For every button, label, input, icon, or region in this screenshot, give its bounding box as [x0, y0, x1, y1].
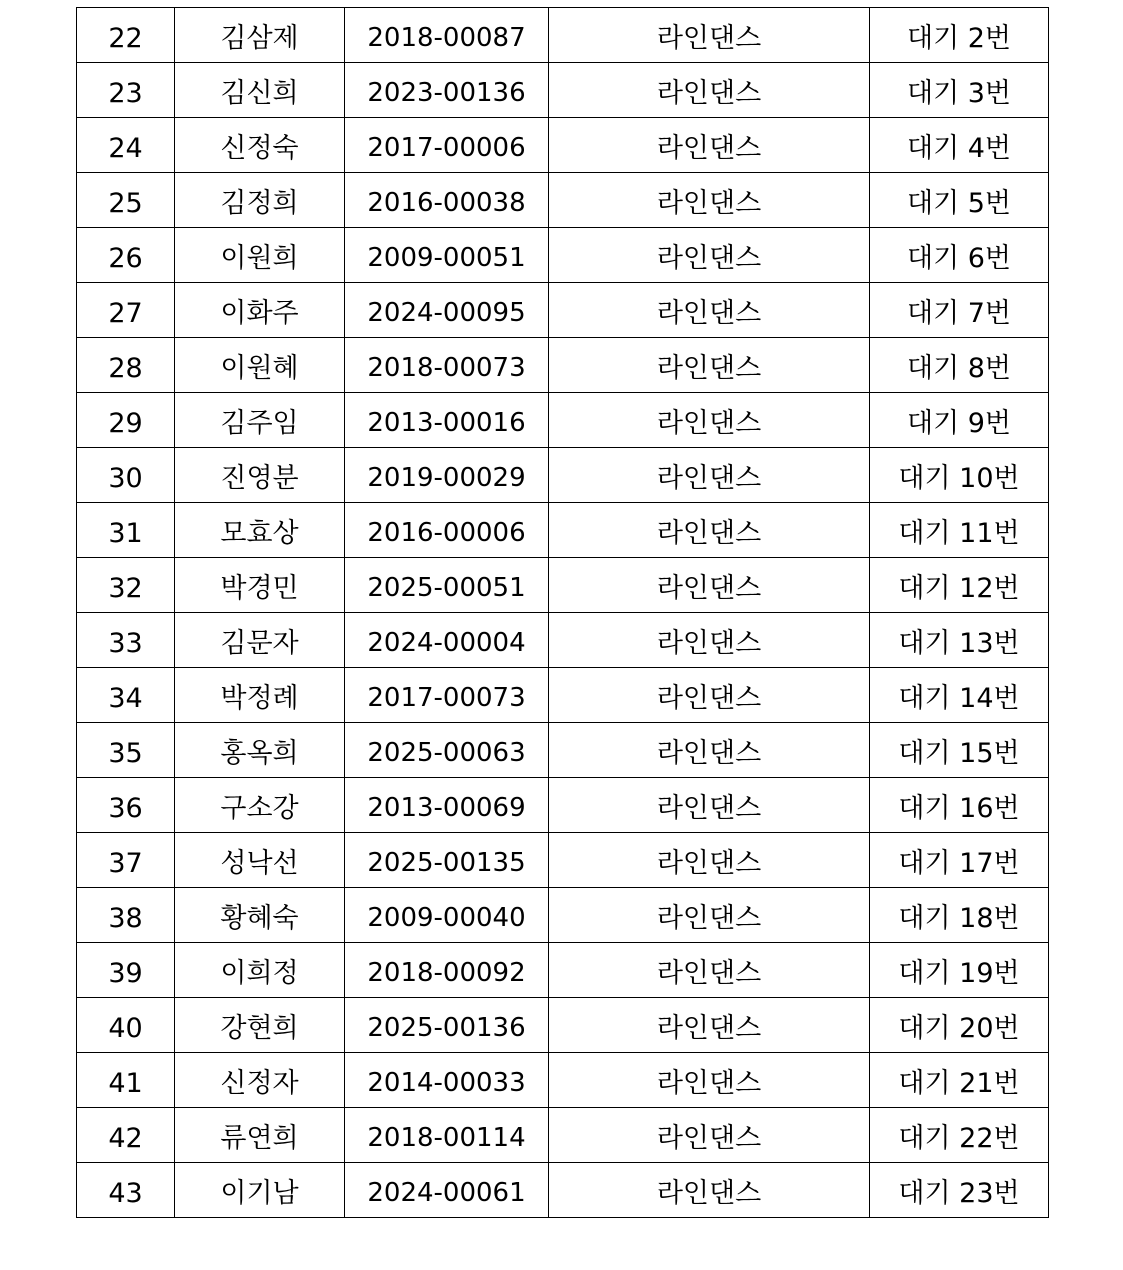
member-id-cell: 2017-00073 — [345, 668, 549, 723]
member-id-cell: 2009-00051 — [345, 228, 549, 283]
member-id-cell: 2016-00038 — [345, 173, 549, 228]
member-name-cell: 김주임 — [175, 393, 345, 448]
waitlist-status-cell: 대기 12번 — [870, 558, 1049, 613]
waitlist-status-cell: 대기 6번 — [870, 228, 1049, 283]
member-id-cell: 2018-00114 — [345, 1108, 549, 1163]
member-id-cell: 2025-00135 — [345, 833, 549, 888]
table-row — [77, 558, 1049, 613]
row-number-cell: 22 — [77, 8, 175, 63]
program-cell: 라인댄스 — [549, 8, 870, 63]
waitlist-status-cell: 대기 23번 — [870, 1163, 1049, 1218]
program-cell: 라인댄스 — [549, 338, 870, 393]
row-number-cell: 23 — [77, 63, 175, 118]
waitlist-status-cell: 대기 10번 — [870, 448, 1049, 503]
member-id-cell: 2018-00092 — [345, 943, 549, 998]
row-number-cell: 39 — [77, 943, 175, 998]
member-id-cell: 2017-00006 — [345, 118, 549, 173]
program-cell: 라인댄스 — [549, 943, 870, 998]
program-cell: 라인댄스 — [549, 778, 870, 833]
member-name-cell: 신정숙 — [175, 118, 345, 173]
program-cell: 라인댄스 — [549, 668, 870, 723]
member-name-cell: 박경민 — [175, 558, 345, 613]
table-row — [77, 1108, 1049, 1163]
member-id-cell: 2018-00073 — [345, 338, 549, 393]
member-name-cell: 진영분 — [175, 448, 345, 503]
member-name-cell: 김삼제 — [175, 8, 345, 63]
row-number-cell: 36 — [77, 778, 175, 833]
table-row — [77, 668, 1049, 723]
member-name-cell: 김정희 — [175, 173, 345, 228]
program-cell: 라인댄스 — [549, 1053, 870, 1108]
waitlist-status-cell: 대기 20번 — [870, 998, 1049, 1053]
table-row — [77, 173, 1049, 228]
member-name-cell: 모효상 — [175, 503, 345, 558]
row-number-cell: 42 — [77, 1108, 175, 1163]
row-number-cell: 28 — [77, 338, 175, 393]
member-name-cell: 김문자 — [175, 613, 345, 668]
row-number-cell: 27 — [77, 283, 175, 338]
row-number-cell: 25 — [77, 173, 175, 228]
waitlist-status-cell: 대기 5번 — [870, 173, 1049, 228]
table-row — [77, 888, 1049, 943]
program-cell: 라인댄스 — [549, 173, 870, 228]
member-id-cell: 2016-00006 — [345, 503, 549, 558]
row-number-cell: 32 — [77, 558, 175, 613]
waitlist-status-cell: 대기 16번 — [870, 778, 1049, 833]
program-cell: 라인댄스 — [549, 833, 870, 888]
row-number-cell: 34 — [77, 668, 175, 723]
waitlist-status-cell: 대기 3번 — [870, 63, 1049, 118]
member-name-cell: 황혜숙 — [175, 888, 345, 943]
member-name-cell: 이원혜 — [175, 338, 345, 393]
waitlist-table — [76, 7, 1049, 1218]
member-id-cell: 2014-00033 — [345, 1053, 549, 1108]
program-cell: 라인댄스 — [549, 448, 870, 503]
member-name-cell: 구소강 — [175, 778, 345, 833]
member-id-cell: 2025-00063 — [345, 723, 549, 778]
row-number-cell: 24 — [77, 118, 175, 173]
waitlist-status-cell: 대기 8번 — [870, 338, 1049, 393]
row-number-cell: 29 — [77, 393, 175, 448]
member-name-cell: 강현희 — [175, 998, 345, 1053]
program-cell: 라인댄스 — [549, 1108, 870, 1163]
waitlist-status-cell: 대기 21번 — [870, 1053, 1049, 1108]
table-row — [77, 118, 1049, 173]
waitlist-status-cell: 대기 2번 — [870, 8, 1049, 63]
program-cell: 라인댄스 — [549, 998, 870, 1053]
table-row — [77, 943, 1049, 998]
row-number-cell: 33 — [77, 613, 175, 668]
member-name-cell: 성낙선 — [175, 833, 345, 888]
row-number-cell: 31 — [77, 503, 175, 558]
row-number-cell: 26 — [77, 228, 175, 283]
member-id-cell: 2018-00087 — [345, 8, 549, 63]
waitlist-status-cell: 대기 14번 — [870, 668, 1049, 723]
table-row — [77, 503, 1049, 558]
member-id-cell: 2025-00051 — [345, 558, 549, 613]
table-row — [77, 393, 1049, 448]
table-row — [77, 1053, 1049, 1108]
table-row — [77, 613, 1049, 668]
member-id-cell: 2009-00040 — [345, 888, 549, 943]
waitlist-status-cell: 대기 22번 — [870, 1108, 1049, 1163]
row-number-cell: 37 — [77, 833, 175, 888]
member-id-cell: 2025-00136 — [345, 998, 549, 1053]
table-row — [77, 1163, 1049, 1218]
row-number-cell: 43 — [77, 1163, 175, 1218]
member-id-cell: 2013-00069 — [345, 778, 549, 833]
program-cell: 라인댄스 — [549, 1163, 870, 1218]
member-name-cell: 류연희 — [175, 1108, 345, 1163]
table-row — [77, 723, 1049, 778]
program-cell: 라인댄스 — [549, 118, 870, 173]
member-id-cell: 2023-00136 — [345, 63, 549, 118]
table-row — [77, 778, 1049, 833]
member-id-cell: 2024-00061 — [345, 1163, 549, 1218]
row-number-cell: 40 — [77, 998, 175, 1053]
table-row — [77, 8, 1049, 63]
program-cell: 라인댄스 — [549, 558, 870, 613]
table-row — [77, 448, 1049, 503]
program-cell: 라인댄스 — [549, 723, 870, 778]
member-name-cell: 이화주 — [175, 283, 345, 338]
waitlist-status-cell: 대기 19번 — [870, 943, 1049, 998]
row-number-cell: 30 — [77, 448, 175, 503]
member-name-cell: 이기남 — [175, 1163, 345, 1218]
row-number-cell: 35 — [77, 723, 175, 778]
waitlist-status-cell: 대기 18번 — [870, 888, 1049, 943]
program-cell: 라인댄스 — [549, 228, 870, 283]
member-name-cell: 홍옥희 — [175, 723, 345, 778]
row-number-cell: 41 — [77, 1053, 175, 1108]
table-row — [77, 833, 1049, 888]
row-number-cell: 38 — [77, 888, 175, 943]
waitlist-status-cell: 대기 15번 — [870, 723, 1049, 778]
waitlist-status-cell: 대기 7번 — [870, 283, 1049, 338]
member-name-cell: 박정례 — [175, 668, 345, 723]
waitlist-status-cell: 대기 4번 — [870, 118, 1049, 173]
member-name-cell: 김신희 — [175, 63, 345, 118]
table-row — [77, 63, 1049, 118]
member-id-cell: 2013-00016 — [345, 393, 549, 448]
program-cell: 라인댄스 — [549, 393, 870, 448]
member-id-cell: 2024-00095 — [345, 283, 549, 338]
table-row — [77, 998, 1049, 1053]
member-name-cell: 이원희 — [175, 228, 345, 283]
program-cell: 라인댄스 — [549, 613, 870, 668]
waitlist-status-cell: 대기 17번 — [870, 833, 1049, 888]
member-name-cell: 신정자 — [175, 1053, 345, 1108]
program-cell: 라인댄스 — [549, 63, 870, 118]
program-cell: 라인댄스 — [549, 888, 870, 943]
waitlist-status-cell: 대기 9번 — [870, 393, 1049, 448]
table-row — [77, 228, 1049, 283]
waitlist-status-cell: 대기 13번 — [870, 613, 1049, 668]
program-cell: 라인댄스 — [549, 283, 870, 338]
table-row — [77, 338, 1049, 393]
waitlist-table-body — [77, 8, 1049, 1218]
member-id-cell: 2024-00004 — [345, 613, 549, 668]
waitlist-status-cell: 대기 11번 — [870, 503, 1049, 558]
member-id-cell: 2019-00029 — [345, 448, 549, 503]
member-name-cell: 이희정 — [175, 943, 345, 998]
table-row — [77, 283, 1049, 338]
program-cell: 라인댄스 — [549, 503, 870, 558]
